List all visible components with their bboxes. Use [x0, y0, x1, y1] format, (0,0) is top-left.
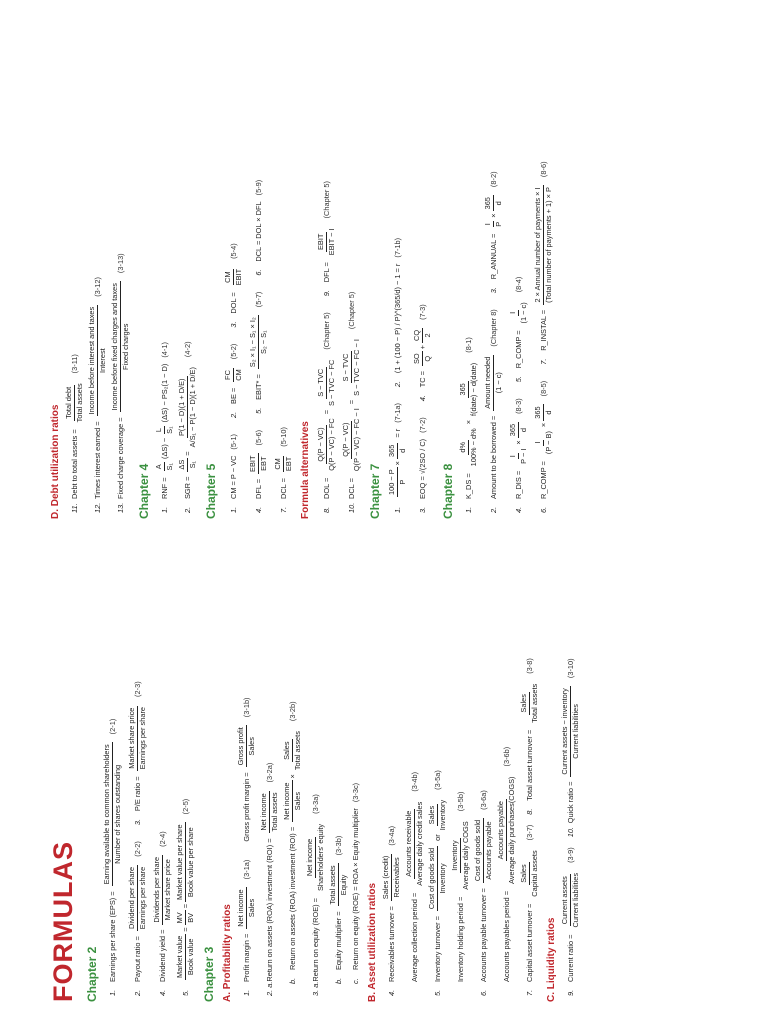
- column-right: [44, 19, 556, 519]
- chapter-5-heading: Chapter 5: [204, 463, 218, 519]
- formula-8-5: 6. R_COMP = I (P − B) × 365 d (8-5): [533, 380, 553, 513]
- formula-3-9-3-10: 9. Current ratio = Current assets Current liabilities (3-9) 10. Quick ratio = Current assets − inventory Current liabilities (3-10): [560, 658, 580, 996]
- formula-3-3c: c. Return on equity (ROE) = ROA × Equity multiplier (3-3c): [351, 782, 360, 984]
- formula-dcl-alt: 10. DCL = Q(P − VC) Q(P − VC) − FC − I = S − TVC S − TVC − FC − I (Chapter 5): [341, 291, 361, 513]
- formula-2-4: 4. Dividend yield = Dividends per share Market share price (2-4): [152, 831, 172, 996]
- formula-alternatives-heading: Formula alternatives: [300, 421, 311, 519]
- formula-8-3: 4. R_DIS = I P − I × 365 d (8-3): [508, 398, 528, 513]
- formula-5-10: 7. DCL = CM EBT (5-10): [273, 427, 293, 513]
- formula-3-3a: 3. a. Return on equity (ROE) = Net income Shareholders' equity (3-3a): [305, 794, 325, 996]
- formula-8-borrow: 2. Amount to be borrowed = Amount needed (1 − c) (Chapter 8): [483, 309, 503, 513]
- equation-ref: (2-1): [107, 718, 117, 735]
- fraction: Earning available to common shareholders Number of shares outstanding: [102, 744, 122, 885]
- asset-utilization-heading: B. Asset utilization ratios: [367, 882, 378, 1002]
- formula-5-1: 1. CM = P − VC (5-1): [228, 433, 238, 513]
- formula-4-1: 1. RNF = A S₁ (ΔS) − L S₁ (ΔS) − PS₂(1 − D) (4-1): [154, 342, 174, 513]
- formula-5-2: 2. BE = FC CM (5-2): [223, 343, 243, 418]
- formula-3-6b: Accounts payables period = Accounts payable Average daily purchases(COGS) (3-6b): [496, 746, 516, 982]
- formula-dol-alt: 8. DOL = Q(P − VC) Q(P − VC) − FC = S − TVC S − TVC − FC (Chapter 5): [316, 312, 336, 513]
- formula-3-13: 13. Fixed charge coverage = Income before fixed charges and taxes Fixed charges (3-13): [110, 253, 130, 513]
- formula-3-4a: 4. Receivables turnover = Sales (credit) Receivables (3-4a): [381, 825, 401, 996]
- formula-3-6a: 6. Accounts payable turnover = Cost of goods sold Accounts payable (3-6a): [473, 790, 493, 996]
- formula-2-1: 1. Earnings per share (EPS) = Earning available to common shareholders Number of shares outstanding (2-1): [102, 718, 122, 996]
- page-title: FORMULAS: [48, 841, 78, 1002]
- formula-7-2: 3. EOQ = √(2SO / C) (7-2): [417, 417, 427, 513]
- formula-3-1: 1. Profit margin = Net income Sales (3-1a) Gross profit margin = Gross profit Sales (3-1b): [236, 697, 256, 996]
- formula-8-6: 7. R_INSTAL = 2 × Annual number of payments × I (Total number of payments + 1) × P (8-6): [533, 161, 553, 365]
- formula-3-5a: 5. Inventory turnover = Cost of goods sold Inventory or Sales Inventory (3-5a): [427, 770, 447, 996]
- debt-utilization-heading: D. Debt utilization ratios: [50, 404, 61, 519]
- formula-3-11: 11. Debt to total assets = Total debt Total assets (3-11): [64, 354, 84, 513]
- profitability-heading: A. Profitability ratios: [222, 904, 233, 1002]
- chapter-2-heading: Chapter 2: [85, 946, 99, 1002]
- formula-3-4b: Average collection period = Accounts receivable Average daily credit sales (3-4b): [404, 771, 424, 982]
- formula-8-2: 3. R_ANNUAL = I P × 365 d (8-2): [483, 171, 503, 294]
- formula-3-2b: b. Return on assets (ROA) investment (ROI) = Net income Sales × Sales Total assets (3-2b): [282, 701, 302, 984]
- formula-8-1: 1. K_DS = d% 100% − d% × 365 f(date) − d(date) (8-1): [458, 337, 478, 513]
- formula-7-1b: 2. (1 + (100 − P) / P)^(365/d) − 1 = r (7-1b): [392, 237, 402, 388]
- chapter-8-heading: Chapter 8: [441, 463, 455, 519]
- formula-3-7-3-8: 7. Capital asset turnover = Sales Capital assets (3-7) 8. Total asset turnover = Sales Total assets (3-8): [519, 658, 539, 996]
- formula-5-9: 6. DCL = DOL × DFL (5-9): [253, 179, 263, 276]
- formula-2-3: 3. P/E ratio = Market share price Earnings per share (2-3): [127, 681, 147, 826]
- formula-8-4: 5. R_COMP = I (1 − c) (8-4): [508, 276, 528, 383]
- formula-5-4: 3. DOL = CM EBIT (5-4): [223, 243, 243, 328]
- formula-5-7: 5. EBIT* = S₂ × I₁ − S₁ × I₂ S₂ − S₁ (5-7): [248, 291, 268, 414]
- formula-2-5: 5. Market value Book value = MV BV = Market value per share Book value per share (2-5): [175, 798, 195, 996]
- formula-5-6: 4. DFL = EBIT EBT (5-6): [248, 429, 268, 513]
- chapter-3-heading: Chapter 3: [202, 946, 216, 1002]
- formula-3-5b: Inventory holding period = Inventory Average daily COGS (3-5b): [450, 791, 470, 982]
- column-left: [48, 532, 583, 1002]
- formula-7-1a: 1. 100 − P P × 365 d = r (7-1a): [387, 403, 407, 513]
- liquidity-heading: C. Liquidity ratios: [546, 917, 557, 1002]
- formula-3-2a: 2. a. Return on assets (ROA) investment (ROI) = Net income Total assets (3-2a): [259, 762, 279, 996]
- formula-2-2: 2. Payout ratio = Dividend per share Earnings per share (2-2): [127, 841, 147, 996]
- chapter-7-heading: Chapter 7: [368, 463, 382, 519]
- formula-3-3b: b. Equity multiplier = Total assets Equity (3-3b): [328, 835, 348, 984]
- formula-3-12: 12. Times interest earned = Income before interest and taxes Interest (3-12): [87, 277, 107, 513]
- chapter-4-heading: Chapter 4: [137, 463, 151, 519]
- formula-7-3: 4. TC = SO Q + CQ 2 (7-3): [412, 304, 432, 402]
- formula-dfl-alt: 9. DFL = EBIT EBIT − I (Chapter 5): [316, 181, 336, 297]
- formula-4-2: 2. SGR = ΔS S₁ = P(1 − D)(1 + D/E) A/S₁ − P(1 − D)(1 + D/E) (4-2): [177, 341, 197, 513]
